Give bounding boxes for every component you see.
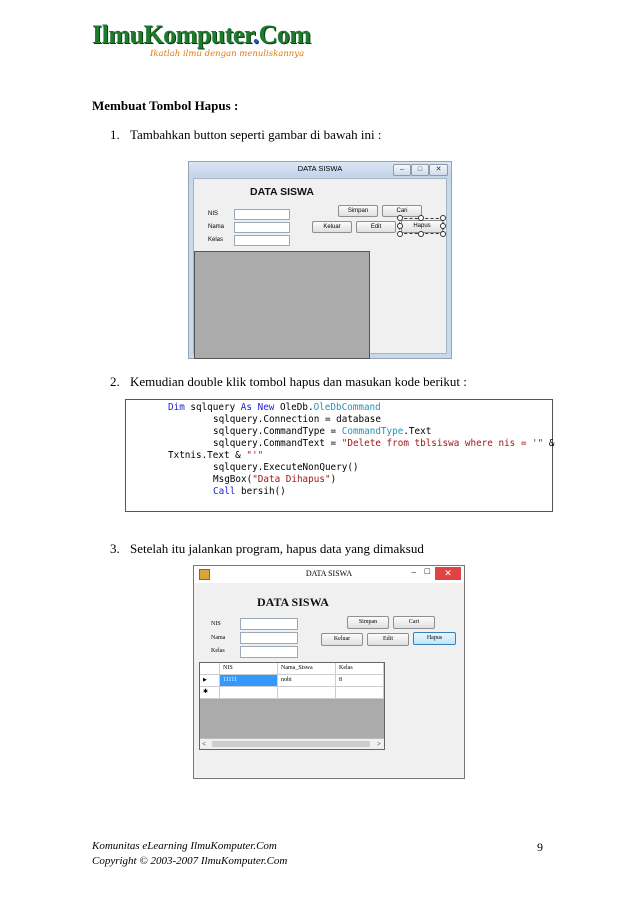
kelas-label: Kelas	[211, 648, 225, 654]
window-titlebar	[189, 162, 451, 177]
scroll-right-icon[interactable]: >	[377, 740, 381, 748]
logo-tagline: Ikatlah ilmu dengan menuliskannya	[150, 49, 305, 59]
step-text: Kemudian double klik tombol hapus dan masukan kode berikut :	[130, 374, 467, 389]
form-title: DATA SISWA	[257, 595, 329, 609]
cari-button[interactable]: Cari	[382, 205, 422, 217]
resize-handle[interactable]	[440, 231, 446, 237]
nis-label: NIS	[208, 211, 219, 217]
step-text: Setelah itu jalankan program, hapus data yang dimaksud	[130, 541, 424, 556]
grid-cell[interactable]	[220, 687, 278, 699]
window-titlebar	[194, 566, 464, 583]
nama-label: Nama	[211, 635, 226, 641]
site-logo	[92, 20, 311, 64]
kelas-input[interactable]	[234, 235, 290, 246]
nis-input[interactable]	[234, 209, 290, 220]
grid-cell[interactable]: 8	[336, 675, 384, 687]
resize-handle[interactable]	[418, 231, 424, 237]
running-form-window	[193, 565, 465, 779]
code-line-6: sqlquery.ExecuteNonQuery()	[213, 462, 359, 473]
nis-input[interactable]	[240, 618, 298, 630]
maximize-icon[interactable]: □	[411, 164, 429, 176]
keluar-button[interactable]: Keluar	[312, 221, 352, 233]
edit-button[interactable]: Edit	[367, 633, 409, 646]
grid-cell[interactable]: 11111	[220, 675, 278, 687]
form-title: DATA SISWA	[250, 186, 314, 198]
step-text: Tambahkan button seperti gambar di bawah ini :	[130, 127, 382, 142]
resize-handle[interactable]	[440, 223, 446, 229]
code-line-2: sqlquery.Connection = database	[213, 414, 381, 425]
code-block	[125, 399, 553, 512]
footer-copyright: Copyright © 2003-2007 IlmuKomputer.Com	[92, 855, 288, 867]
grid-corner	[200, 663, 220, 675]
scrollbar-thumb[interactable]	[212, 741, 370, 747]
footer-community: Komunitas eLearning IlmuKomputer.Com	[92, 840, 277, 852]
step-number: 1.	[110, 127, 120, 142]
code-line-8: Call bersih()	[213, 486, 286, 497]
resize-handle[interactable]	[397, 223, 403, 229]
close-icon[interactable]: ✕	[429, 164, 448, 176]
hapus-button[interactable]: Hapus	[413, 632, 456, 645]
code-line-4: sqlquery.CommandText = "Delete from tblsiswa where nis = '" &	[213, 438, 555, 449]
hapus-button[interactable]: Hapus	[401, 220, 443, 233]
nama-label: Nama	[208, 224, 225, 230]
keluar-button[interactable]: Keluar	[321, 633, 363, 646]
nama-input[interactable]	[234, 222, 290, 233]
code-line-3: sqlquery.CommandType = CommandType.Text	[213, 426, 432, 437]
column-header-nama[interactable]: Nama_Siswa	[278, 663, 336, 675]
grid-cell[interactable]: nobi	[278, 675, 336, 687]
grid-cell[interactable]	[336, 687, 384, 699]
row-selector[interactable]: ▶	[200, 675, 220, 687]
form-design-window	[188, 161, 452, 359]
new-row-selector[interactable]: ✱	[200, 687, 220, 699]
cari-button[interactable]: Cari	[393, 616, 435, 629]
resize-handle[interactable]	[397, 215, 403, 221]
column-header-kelas[interactable]: Kelas	[336, 663, 384, 675]
section-heading: Membuat Tombol Hapus :	[92, 98, 239, 113]
step-number: 3.	[110, 541, 120, 556]
minimize-icon[interactable]: –	[411, 567, 416, 577]
code-line-7: MsgBox("Data Dihapus")	[213, 474, 337, 485]
close-icon[interactable]: ✕	[435, 567, 461, 580]
minimize-icon[interactable]: –	[393, 164, 411, 176]
simpan-button[interactable]: Simpan	[338, 205, 378, 217]
maximize-icon[interactable]: □	[424, 566, 430, 576]
nis-label: NIS	[211, 621, 221, 627]
logo-wordmark: IlmuKomputer.Com	[92, 20, 311, 49]
form-client-area	[193, 178, 447, 354]
simpan-button[interactable]: Simpan	[347, 616, 389, 629]
window-title: DATA SISWA	[297, 164, 343, 173]
page-number: 9	[537, 840, 543, 854]
kelas-input[interactable]	[240, 646, 298, 658]
window-title: DATA SISWA	[305, 569, 353, 578]
edit-button[interactable]: Edit	[356, 221, 396, 233]
code-line-1: Dim sqlquery As New OleDb.OleDbCommand	[168, 402, 381, 413]
nama-input[interactable]	[240, 632, 298, 644]
scroll-left-icon[interactable]: <	[202, 740, 206, 748]
resize-handle[interactable]	[418, 215, 424, 221]
step-number: 2.	[110, 374, 120, 389]
column-header-nis[interactable]: NIS	[220, 663, 278, 675]
resize-handle[interactable]	[397, 231, 403, 237]
code-line-5: Txtnis.Text & "'"	[168, 450, 264, 461]
data-grid[interactable]	[199, 662, 385, 750]
grid-cell[interactable]	[278, 687, 336, 699]
resize-handle[interactable]	[440, 215, 446, 221]
datagridview[interactable]	[194, 251, 370, 359]
horizontal-scrollbar[interactable]	[200, 738, 384, 749]
kelas-label: Kelas	[208, 237, 224, 243]
